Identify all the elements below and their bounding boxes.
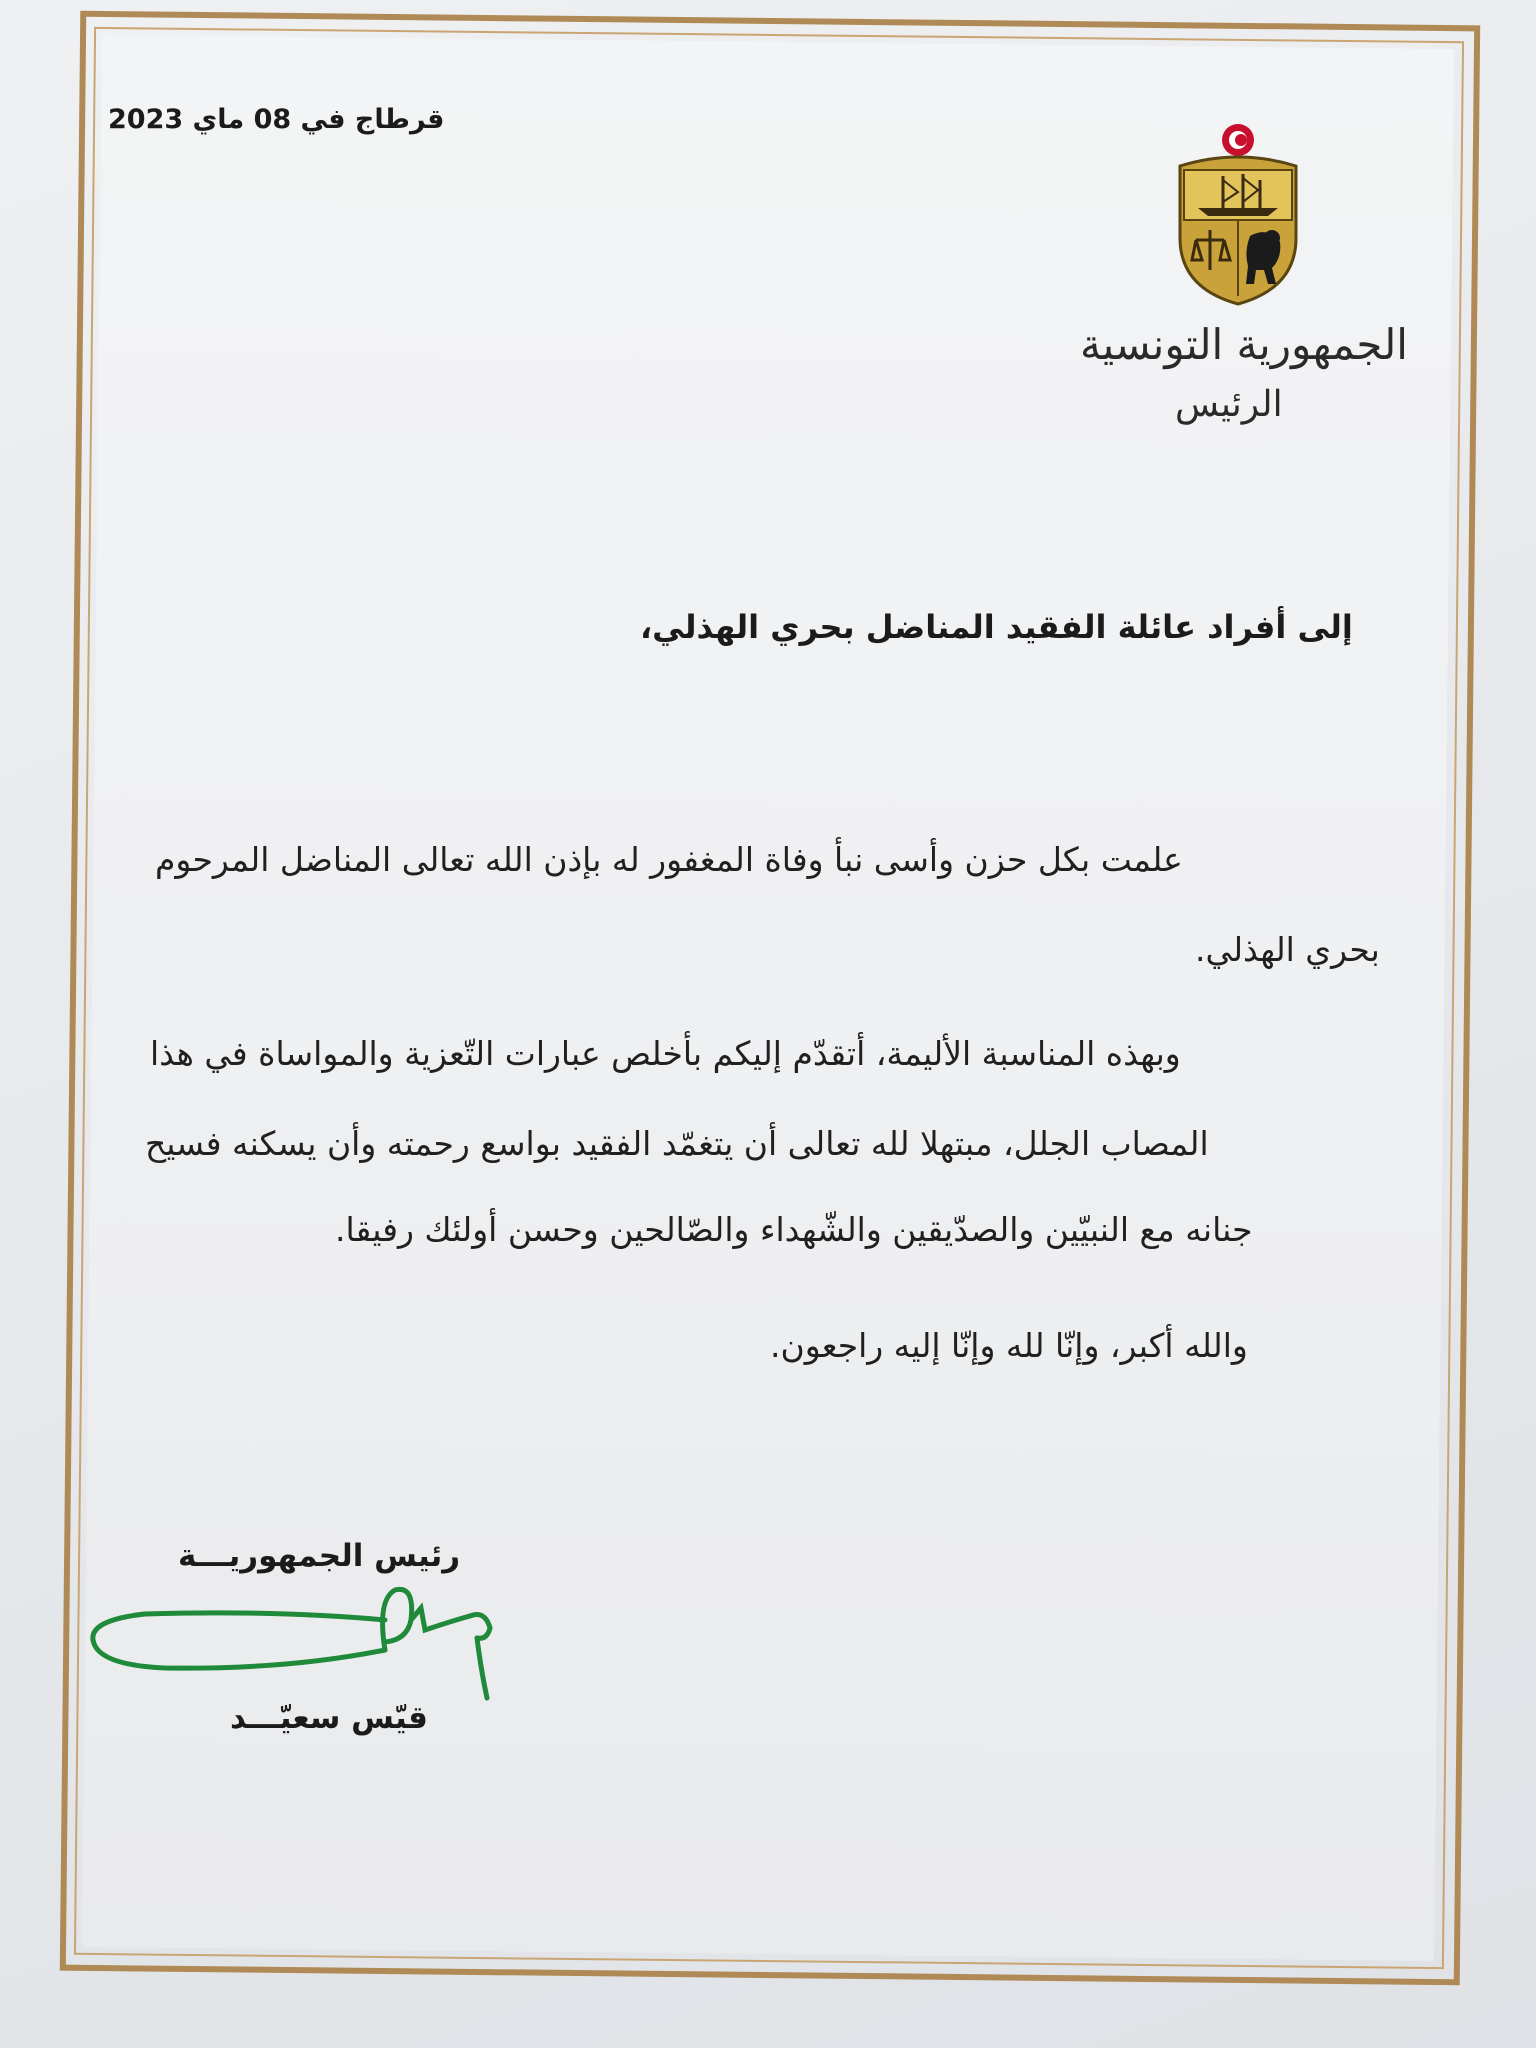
paragraph-1-line-2: بحري الهذلي. — [1195, 930, 1380, 969]
republic-heading: الجمهورية التونسية — [1080, 320, 1408, 369]
paragraph-2-line-1: وبهذه المناسبة الأليمة، أتقدّم إليكم بأخلص عبارات التّعزية والمواساة في هذا — [150, 1034, 1181, 1073]
paragraph-1-line-1: علمت بكل حزن وأسى نبأ وفاة المغفور له بإذن الله تعالى المناضل المرحوم — [155, 840, 1183, 879]
president-heading: الرئيس — [1175, 384, 1283, 425]
signatory-title: رئيس الجمهوريـــة — [178, 1538, 461, 1574]
handwritten-signature — [85, 1580, 525, 1710]
letter-date: قرطاج في 08 ماي 2023 — [108, 104, 445, 135]
signatory-name: قيّس سعيّـــد — [230, 1700, 428, 1736]
paragraph-2-line-2: المصاب الجلل، مبتهلا لله تعالى أن يتغمّد الفقيد بواسع رحمته وأن يسكنه فسيح — [145, 1124, 1209, 1163]
letter-salutation: إلى أفراد عائلة الفقيد المناضل بحري الهذلي، — [640, 608, 1353, 646]
paragraph-3: والله أكبر، وإنّا لله وإنّا إليه راجعون. — [770, 1326, 1248, 1365]
paragraph-2-line-3: جنانه مع النبيّين والصدّيقين والشّهداء والصّالحين وحسن أولئك رفيقا. — [335, 1210, 1253, 1249]
tunisia-coat-of-arms-icon — [1168, 118, 1308, 308]
